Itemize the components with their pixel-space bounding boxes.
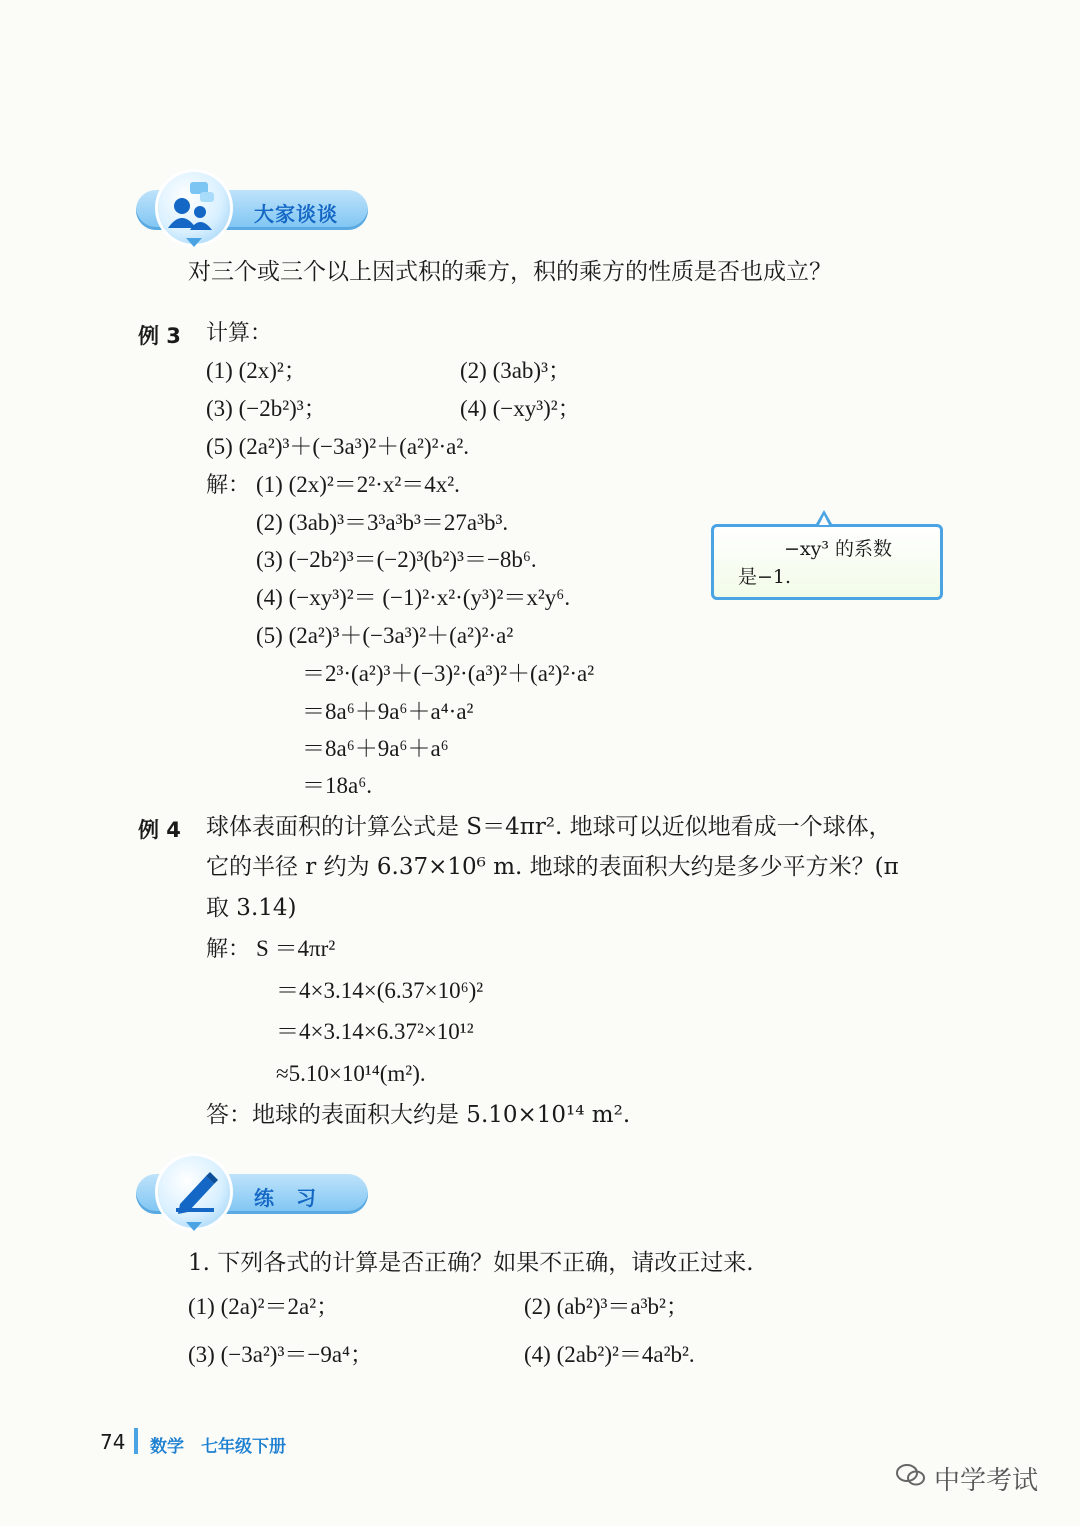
problem-4: (4) (−xy³)²； (460, 396, 581, 421)
problem-5: (5) (2a²)³＋(−3a³)²＋(a²)²·a². (206, 434, 470, 459)
solution-5-step-2: ＝8a⁶＋9a⁶＋a⁴·a² (302, 699, 474, 724)
solution-5-step-4: ＝18a⁶. (302, 773, 372, 798)
example4-line-3: 取 3.14) (206, 895, 297, 921)
problem-1: (1) (2x)²； (206, 358, 307, 383)
example3-label: 例 3 (138, 324, 181, 348)
watermark-text: 中学考试 (934, 1466, 1039, 1496)
solution-4: (4) (−xy³)²＝ (−1)²·x²·(y³)²＝x²y⁶. (256, 585, 571, 610)
problem-3: (3) (−2b²)³； (206, 396, 327, 421)
example4-step-3: ≈5.10×10¹⁴(m²). (276, 1061, 426, 1086)
banner-pointer (186, 238, 202, 247)
discussion-banner (136, 172, 372, 248)
page-number: 74 (100, 1430, 126, 1454)
footer-divider (134, 1428, 138, 1454)
practice-item-4: (4) (2ab²)²＝4a²b². (524, 1342, 695, 1367)
practice-question: 1. 下列各式的计算是否正确？如果不正确，请改正过来. (188, 1250, 754, 1276)
note-box (711, 524, 943, 600)
note-line-2: 是−1. (738, 566, 792, 588)
practice-item-2: (2) (ab²)³＝a³b²； (524, 1294, 689, 1319)
solution-5-step-3: ＝8a⁶＋9a⁶＋a⁶ (302, 736, 449, 761)
solution-1: (1) (2x)²＝2²·x²＝4x². (256, 472, 460, 497)
example4-step-1: ＝4×3.14×(6.37×10⁶)² (276, 978, 484, 1003)
note-pointer-inner (819, 515, 829, 525)
example4-formula: S ＝4πr² (256, 936, 336, 961)
chat-icon (896, 1462, 926, 1488)
people-icon (158, 172, 230, 244)
book-title: 数学 七年级下册 (150, 1437, 286, 1457)
solution-3: (3) (−2b²)³＝(−2)³(b²)³＝−8b⁶. (256, 547, 537, 572)
problem-2: (2) (3ab)³； (460, 358, 571, 383)
discussion-title: 大家谈谈 (254, 202, 338, 226)
banner-pointer (186, 1222, 202, 1231)
example3-prompt: 计算： (206, 321, 273, 346)
practice-item-3: (3) (−3a²)³＝−9a⁴； (188, 1342, 374, 1367)
example4-line-2: 它的半径 r 约为 6.37×10⁶ m. 地球的表面积大约是多少平方米？(π (206, 854, 899, 880)
practice-title: 练 习 (254, 1186, 317, 1210)
example4-step-2: ＝4×3.14×6.37²×10¹² (276, 1019, 474, 1044)
discussion-question: 对三个或三个以上因式积的乘方，积的乘方的性质是否也成立？ (188, 259, 832, 285)
example4-solution-prefix: 解： (206, 937, 251, 962)
solution-2: (2) (3ab)³＝3³a³b³＝27a³b³. (256, 510, 509, 535)
solution-5: (5) (2a²)³＋(−3a³)²＋(a²)²·a² (256, 623, 514, 648)
solution-prefix: 解： (206, 473, 251, 498)
note-line-1: −xy³ 的系数 (784, 538, 893, 560)
pencil-icon (158, 1156, 230, 1228)
solution-5-step-1: ＝2³·(a²)³＋(−3)²·(a³)²＋(a²)²·a² (302, 661, 595, 686)
example4-answer: 答：地球的表面积大约是 5.10×10¹⁴ m². (206, 1102, 631, 1128)
example4-label: 例 4 (138, 818, 181, 842)
example4-line-1: 球体表面积的计算公式是 S＝4πr². 地球可以近似地看成一个球体， (206, 814, 892, 840)
practice-item-1: (1) (2a)²＝2a²； (188, 1294, 340, 1319)
practice-banner (136, 1156, 372, 1232)
